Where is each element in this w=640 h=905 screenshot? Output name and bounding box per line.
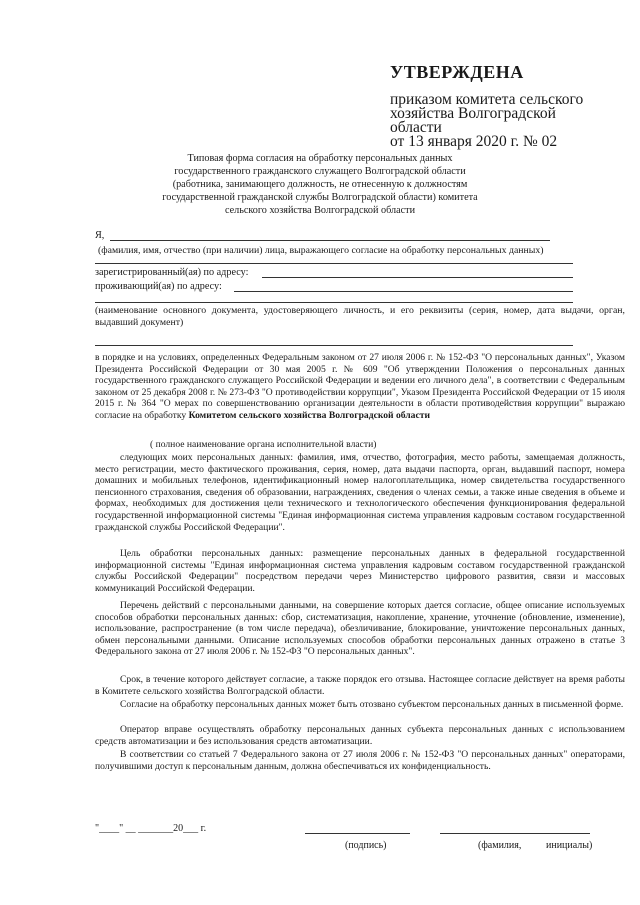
fio-blank-line bbox=[110, 240, 550, 241]
personal-data-paragraph: следующих моих персональных данных: фамилия, имя, отчество, фотография, место работы, замещаемая должность, место регистрации, место фактического проживания, серия, номер, дата выдачи паспорта, орган, выдавший паспорт, номера домашних и мобильных телефонов, идентификационный номер налогоплательщика, номер свидетельства государственного пенсионного страхования, сведения об образовании, награждениях, сведения о членах семьи, а также иные сведения в объеме и формах, необходимых для достижения цели технического и технологического обеспечения функционирования федеральной государственной информационной системы "Единая информационная система управления кадровым составом государственной гражданской службы Российской Федерации". bbox=[95, 452, 625, 533]
organization-name: Комитетом сельского хозяйства Волгоградской области bbox=[188, 409, 430, 421]
title-line: Типовая форма согласия на обработку персональных данных bbox=[187, 153, 453, 164]
approval-heading: УТВЕРЖДЕНА bbox=[390, 62, 524, 82]
title-line: (работника, занимающего должность, не отнесенную к должностям bbox=[172, 179, 468, 190]
registered-address-line bbox=[262, 277, 573, 278]
confidentiality-paragraph: В соответствии со статьей 7 Федерального закона от 27 июля 2006 г. № 152-ФЗ "О персональных данных" операторами, получившими доступ к персональным данным, должна обеспечиваться их конфиденциальность. bbox=[95, 749, 625, 772]
document-caption: (наименование основного документа, удостоверяющего личность, и его реквизиты (серия, номер, дата выдачи, орган, выдавший документ) bbox=[95, 305, 625, 328]
paragraph-text: в порядке и на условиях, определенных Федеральным законом от 27 июля 2006 г. № 152-ФЗ "О персональных данных", Указом Президента Российской Федерации от 30 мая 2005 г. № 609 "Об утверждении Положения о персональных данных государственного гражданского служащего Российской Федерации и ведении его личного дела", в соответствии с Федеральным законом от 25 декабря 2008 г. № 273-ФЗ "О противодействии коррупции", Указом Президента Российской Федерации от 15 июля 2015 г. № 364 "О мерах по совершенствованию организации деятельности в области противодействия коррупции" выражаю согласие на обработку bbox=[95, 352, 625, 421]
approval-date: от 13 января 2020 г. № 02 bbox=[390, 133, 558, 150]
approval-line: области bbox=[390, 119, 442, 136]
living-label: проживающий(ая) по адресу: bbox=[95, 281, 222, 292]
surname-caption: (фамилия, bbox=[478, 840, 522, 851]
title-line: государственной гражданской службы Волгоградской области) комитета bbox=[162, 192, 478, 203]
initials-caption: инициалы) bbox=[546, 840, 593, 851]
actions-paragraph: Перечень действий с персональными данными, на совершение которых дается согласие, общее описание используемых способов обработки персональных данных: сбор, систематизация, накопление, хранение, уточнение (обновление, изменение), использование, распространение (в том числе передача), обезличивание, блокирование, уничтожение персональных данных, обмен персональными данными. Описание используемых способов обработки персональных данных отражено в статье 3 Федерального закона от 27 июля 2006 г. № 152-ФЗ "О персональных данных". bbox=[95, 600, 625, 658]
approval-block bbox=[390, 62, 620, 149]
signature-caption: (подпись) bbox=[345, 840, 387, 851]
operator-paragraph: Оператор вправе осуществлять обработку персональных данных субъекта персональных данных с использованием средств автоматизации и без использования средств автоматизации. bbox=[95, 724, 625, 747]
name-line bbox=[440, 833, 590, 834]
term-paragraph: Срок, в течение которого действует согласие, а также порядок его отзыва. Настоящее согласие действует на время работы в Комитете сельского хозяйства Волгоградской области. bbox=[95, 674, 625, 697]
purpose-paragraph: Цель обработки персональных данных: размещение персональных данных в федеральной государственной информационной системы "Единая информационная система управления кадровым составом государственной гражданской службы Российской Федерации" посредством передачи через Министерство цифрового развития, связи и массовых коммуникаций Российской Федерации. bbox=[95, 548, 625, 594]
title-line: сельского хозяйства Волгоградской области bbox=[224, 205, 416, 216]
revocation-paragraph: Согласие на обработку персональных данных может быть отозвано субъектом персональных данных в письменной форме. bbox=[120, 699, 624, 710]
consent-paragraph bbox=[95, 352, 625, 422]
blank-line bbox=[95, 263, 573, 264]
approval-line: хозяйства Волгоградской bbox=[390, 105, 556, 122]
fio-caption: (фамилия, имя, отчество (при наличии) лица, выражающего согласие на обработку персональных данных) bbox=[98, 245, 544, 256]
blank-line bbox=[95, 345, 573, 346]
registered-label: зарегистрированный(ая) по адресу: bbox=[95, 267, 249, 278]
org-caption: ( полное наименование органа исполнительной власти) bbox=[150, 439, 377, 450]
living-address-line bbox=[234, 291, 573, 292]
approval-line: приказом комитета сельского bbox=[390, 91, 584, 108]
signature-line bbox=[305, 833, 410, 834]
document-title bbox=[150, 152, 490, 217]
ya-label: Я, bbox=[95, 230, 105, 241]
title-line: государственного гражданского служащего Волгоградской области bbox=[174, 166, 466, 177]
blank-line bbox=[95, 302, 573, 303]
date-line: "____" __ _______20___ г. bbox=[95, 823, 207, 834]
